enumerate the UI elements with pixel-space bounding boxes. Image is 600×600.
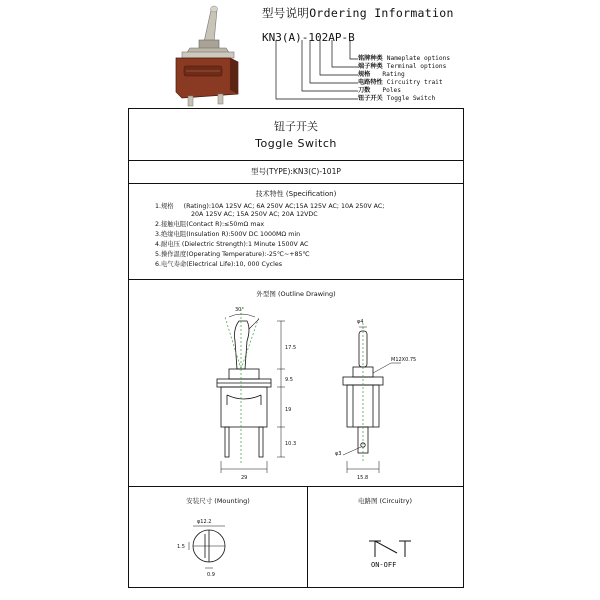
dim-thread: M12X0.75 (391, 357, 417, 363)
ordering-row-terminal: 端子种类 Terminal options (358, 63, 447, 70)
ordering-leader-lines (262, 40, 362, 104)
spec-line-insulation: 3.绝缘电阻(Insulation R):500V DC 1000MΩ min (155, 231, 301, 238)
outline-heading: 外型图 (Outline Drawing) (256, 290, 336, 298)
spec-line-life: 6.电气寿命(Electrical Life):10, 000 Cycles (155, 261, 283, 268)
model-code: KN3(A)-102AP-B (262, 31, 355, 44)
dim-h4: 10.3 (285, 441, 297, 447)
spec-line-rating: 1.规格 (Rating):10A 125V AC; 6A 250V AC;15A 125V AC; 10A 250V AC; (155, 203, 385, 210)
title-cn: 钮子开关 (274, 120, 318, 133)
dim-h3: 19 (285, 407, 292, 413)
divider (129, 279, 463, 280)
mounting-heading: 安装尺寸 (Mounting) (186, 497, 250, 505)
ordering-row-nameplate: 铭牌种类 Nameplate options (358, 55, 451, 62)
ordering-row-circuitry: 电路特性 Circuitry trait (358, 79, 443, 86)
title-en: Toggle Switch (255, 137, 337, 150)
ordering-row-poles: 刀数 Poles (358, 87, 402, 94)
spec-list (155, 203, 384, 269)
spec-line-temperature: 5.操作温度(Operating Temperature):-25℃~+85℃ (155, 251, 310, 258)
dim-hole: φ3 (335, 451, 342, 457)
circuitry-heading: 电路图 (Circuitry) (357, 497, 413, 505)
spec-line-contact: 2.接触电阻(Contact R):≤50mΩ max (155, 221, 265, 228)
mount-dia: φ12.2 (197, 519, 212, 525)
dim-top-dia: φ4 (357, 319, 364, 325)
divider (129, 486, 463, 487)
dim-width: 29 (241, 475, 248, 481)
dim-angle: 30° (235, 307, 244, 313)
mount-w: 0.9 (207, 572, 215, 578)
dim-h2: 9.5 (285, 377, 293, 383)
ordering-row-toggle: 钮子开关 Toggle Switch (358, 95, 436, 102)
product-photo (168, 2, 248, 110)
divider (129, 160, 463, 161)
dim-side-width: 15.8 (357, 475, 369, 481)
type-line: 型号(TYPE):KN3(C)-101P (251, 167, 341, 176)
spec-line-rating-cont: 20A 125V AC; 15A 250V AC; 20A 12VDC (155, 211, 318, 218)
divider (129, 183, 463, 184)
dim-h1: 17.5 (285, 345, 297, 351)
outline-drawing (129, 299, 462, 485)
circuitry-diagram (359, 529, 439, 579)
mounting-drawing (169, 514, 269, 586)
mount-h: 1.5 (177, 544, 185, 550)
spec-heading: 技术特性 (Specification) (255, 190, 337, 198)
circuitry-label: ON-OFF (371, 561, 397, 569)
spec-sheet-frame (128, 108, 464, 588)
ordering-row-rating: 规格 Rating (358, 71, 405, 78)
spec-line-dielectric: 4.耐电压 (Dielectric Strength):1 Minute 1500V AC (155, 241, 309, 248)
ordering-title: 型号说明Ordering Information (262, 6, 454, 20)
